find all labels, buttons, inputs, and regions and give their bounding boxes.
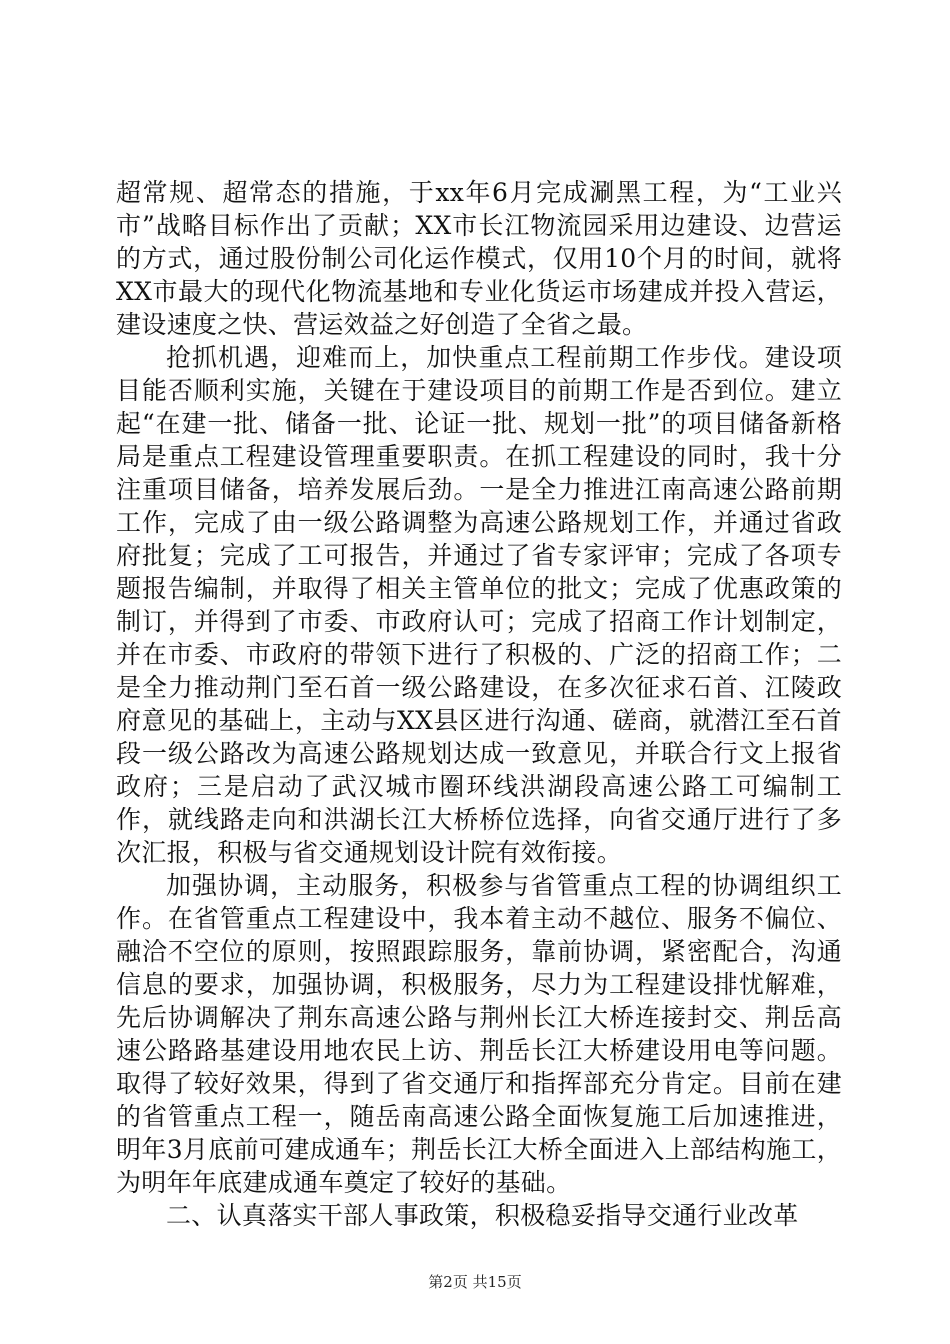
section-heading-2: 二、认真落实干部人事政策，积极稳妥指导交通行业改革 bbox=[166, 1201, 799, 1230]
page-number-footer: 第2页 共15页 bbox=[428, 1273, 522, 1291]
paragraph-2: 抢抓机遇，迎难而上，加快重点工程前期工作步伐。建设项目能否顺利实施，关键在于建设项目的前期工作是否到位。建立起“在建一批、储备一批、论证一批、规划一批”的项目储备新格局是重点工程建设管理重要职责。在抓工程建设的同时，我十分注重项目储备，培养发展后劲。一是全力推进江南高速公路前期工作，完成了由一级公路调整为高速公路规划工作，并通过省政府批复；完成了工可报告，并通过了省专家评审；完成了各项专题报告编制，并取得了相关主管单位的批文；完成了优惠政策的制订，并得到了市委、市政府认可；完成了招商工作计划制定，并在市委、市政府的带领下进行了积极的、广泛的招商工作；二是全力推动荆门至石首一级公路建设，在多次征求石首、江陵政府意见的基础上，主动与XX县区进行沟通、磋商，就潜江至石首段一级公路改为高速公路规划达成一致意见，并联合行文上报省政府；三是启动了武汉城市圈环线洪湖段高速公路工可编制工作，就线路走向和洪湖长江大桥桥位选择，向省交通厅进行了多次汇报，积极与省交通规划设计院有效衔接。 bbox=[116, 343, 842, 867]
document-body bbox=[116, 176, 842, 1232]
paragraph-1: 超常规、超常态的措施，于xx年6月完成涮黑工程，为“工业兴市”战略目标作出了贡献；XX市长江物流园采用边建设、边营运的方式，通过股份制公司化运作模式，仅用10个月的时间，就将XX市最大的现代化物流基地和专业化货运市场建成并投入营运，建设速度之快、营运效益之好创造了全省之最。 bbox=[116, 178, 842, 339]
paragraph-3: 加强协调，主动服务，积极参与省管重点工程的协调组织工作。在省管重点工程建设中，我本着主动不越位、服务不偏位、融洽不空位的原则，按照跟踪服务，靠前协调，紧密配合，沟通信息的要求，加强协调，积极服务，尽力为工程建设排忧解难，先后协调解决了荆东高速公路与荆州长江大桥连接封交、荆岳高速公路路基建设用地农民上访、荆岳长江大桥建设用电等问题。取得了较好效果，得到了省交通厅和指挥部充分肯定。目前在建的省管重点工程一，随岳南高速公路全面恢复施工后加速推进，明年3月底前可建成通车；荆岳长江大桥全面进入上部结构施工，为明年年底建成通车奠定了较好的基础。 bbox=[116, 871, 842, 1197]
